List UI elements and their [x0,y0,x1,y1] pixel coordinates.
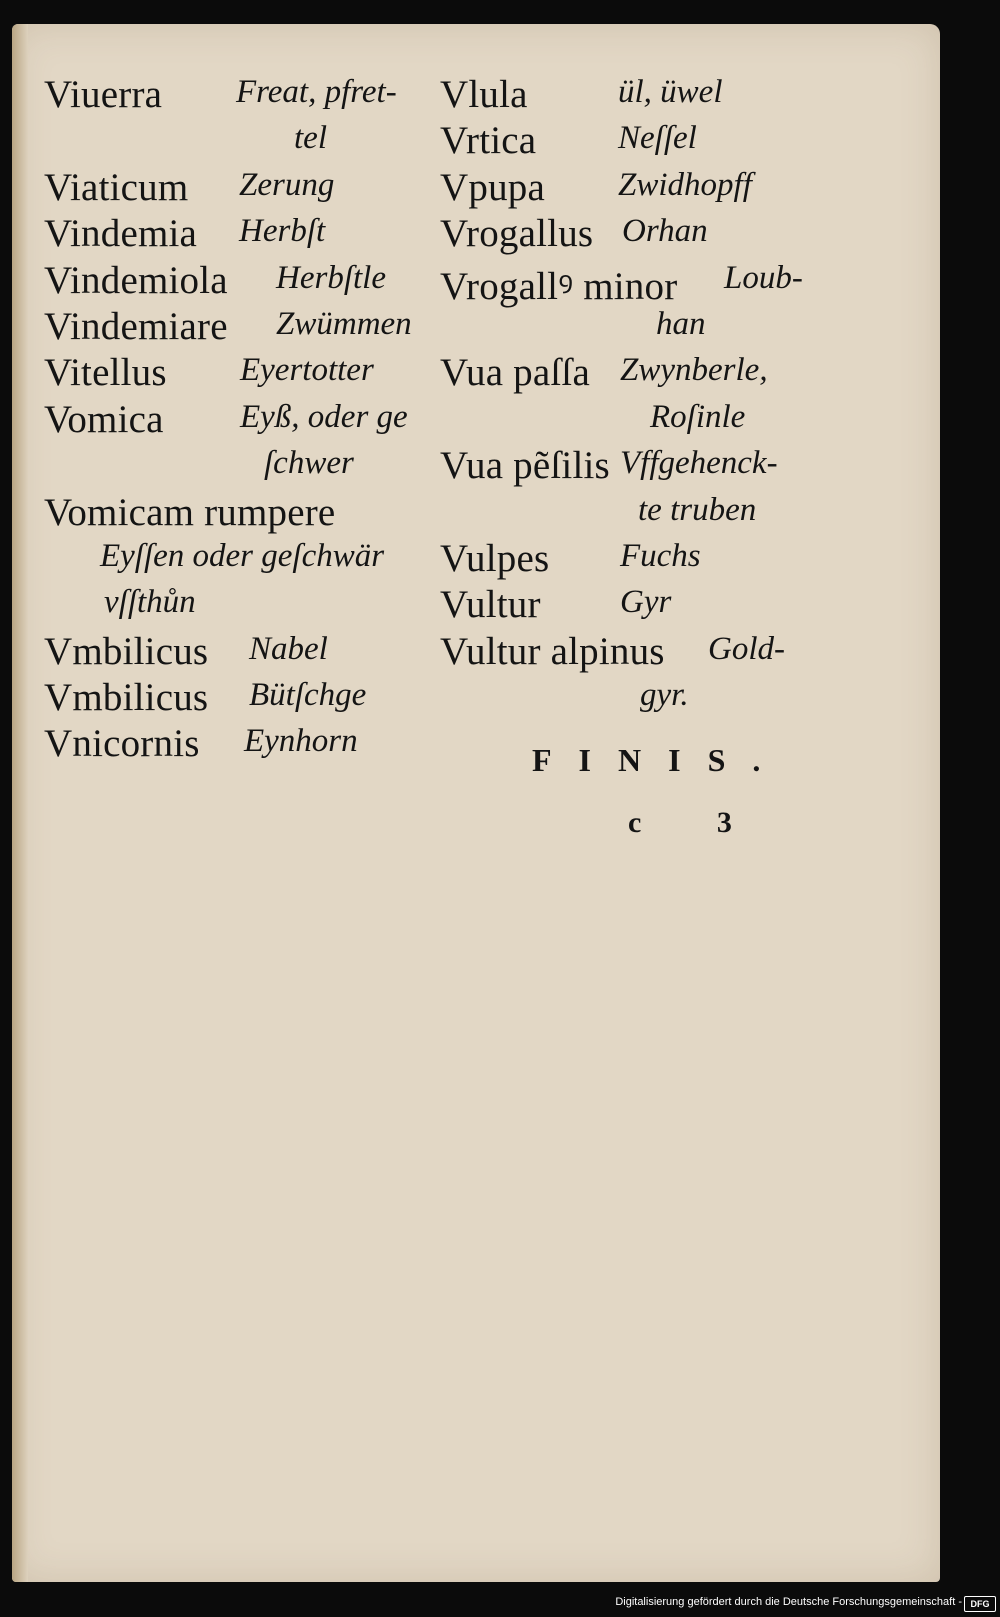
german-translation: ül, üwel [618,74,723,110]
german-translation: Zwümmen [276,305,412,342]
latin-term: Viaticum [44,165,189,209]
german-translation: Zwynberle, [620,352,768,389]
latin-term: Vrogallꝰ minor [440,264,678,308]
book-page [12,24,940,1582]
glossary-row [44,536,434,582]
latin-term: Vultur [440,583,541,627]
glossary-row [440,304,840,350]
german-translation: Roſinle [650,398,746,435]
latin-term: Vmbilicus [44,676,209,720]
glossary-row [440,350,840,396]
glossary-row [44,258,434,304]
german-translation: Herbſt [239,213,326,250]
glossary-row [44,582,434,628]
glossary-row [440,536,840,582]
german-translation: Nabel [249,630,328,667]
page-edge [12,24,28,1582]
german-translation: Eynhorn [244,723,358,760]
latin-term: Vomica [44,397,164,441]
german-translation: Bütſchge [249,677,367,714]
glossary-row [440,72,840,118]
german-translation: Freat, pfret- [236,74,397,110]
german-translation: Neſſel [618,120,697,157]
glossary-row [440,258,840,308]
glossary-row [44,675,434,721]
glossary-row [44,721,434,767]
latin-term: Vrogallus [440,212,594,256]
latin-term: Vultur alpinus [440,629,665,673]
digitization-credit: Digitalisierung gefördert durch die Deutsche Forschungsgemeinschaft - [615,1596,962,1608]
german-translation: tel [294,120,327,157]
glossary-row [44,165,434,211]
latin-term: Vlula [440,73,528,116]
german-translation: gyr. [640,677,689,714]
right-column [440,72,840,721]
glossary-row [440,165,840,211]
german-translation: Loub- [724,259,803,296]
glossary-row [440,629,840,675]
glossary-row [44,443,434,489]
latin-term: Vmbilicus [44,629,209,673]
glossary-row [440,675,840,721]
german-translation: Vffgehenck- [620,445,778,482]
german-translation: Orhan [622,213,708,250]
signature-mark: c 3 [628,806,766,839]
german-translation: Gold- [708,630,785,667]
glossary-row [440,211,840,257]
glossary-row [44,118,434,164]
latin-term: Vnicornis [44,722,200,766]
german-translation: Zerung [239,166,335,203]
glossary-row [44,629,434,675]
latin-term: Vpupa [440,165,545,209]
glossary-row [440,582,840,628]
german-translation: Eyß, oder ge [240,398,408,435]
glossary-row [440,397,840,443]
latin-term: Vomicam rumpere [44,490,336,534]
german-translation: vſſthůn [104,584,196,621]
german-translation: han [656,305,706,342]
glossary-row [44,72,434,118]
latin-term: Vindemia [44,212,198,256]
latin-term: Vrtica [440,119,537,163]
german-translation: Eyertotter [240,352,374,389]
glossary-row [44,350,434,396]
latin-term: Vindemiare [44,304,228,348]
german-translation: Zwidhopff [618,166,752,203]
german-translation: te truben [638,491,757,528]
latin-term: Vulpes [440,536,550,580]
finis-text: FINIS. [532,742,788,778]
latin-term: Vindemiola [44,258,228,302]
glossary-row [440,490,840,536]
latin-term: Vua paſſa [440,351,590,395]
left-column [44,72,434,768]
glossary-row [44,397,434,443]
glossary-row [440,443,840,489]
glossary-row [440,118,840,164]
glossary-row [44,211,434,257]
dfg-logo: DFG [964,1596,996,1612]
german-translation: Gyr [620,584,672,621]
latin-term: Viuerra [44,73,163,116]
latin-term: Vitellus [44,351,167,395]
german-translation: Eyſſen oder geſchwär [100,537,385,574]
latin-term: Vua pẽſilis [440,444,610,488]
glossary-row [44,304,434,350]
german-translation: Fuchs [620,537,701,574]
german-translation: Herbſtle [276,259,386,296]
glossary-row [44,490,434,536]
german-translation: ſchwer [264,445,354,482]
